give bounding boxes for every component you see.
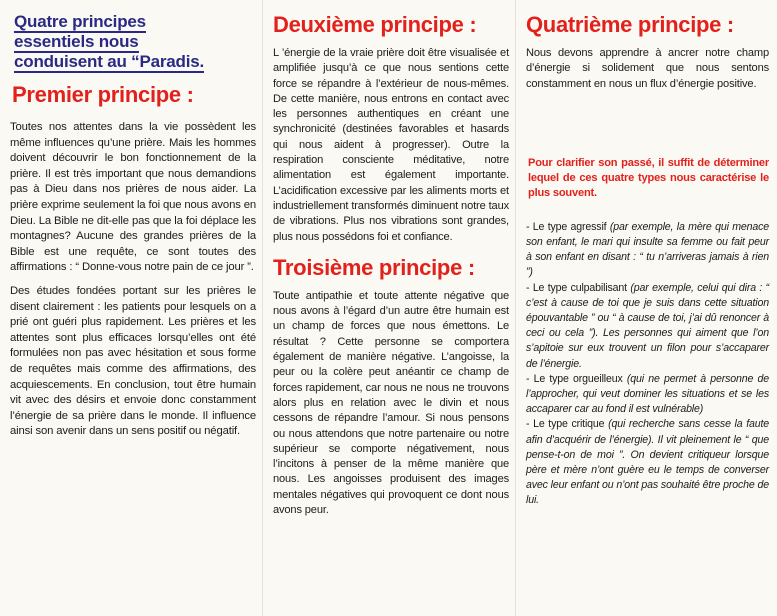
type-item-guilt — [526, 281, 769, 372]
principle-4-paragraph: Nous devons apprendre à ancrer notre champ d’énergie si solidement que nous sentons constamment en nous un flux d’énergie positive. — [526, 47, 769, 90]
principle-1-paragraph-1: Toutes nos attentes dans la vie possèdent les même influences qu’une prière. Mais les hommes doivent découvrir le bon fonctionnement de la prière. Il est très important que nous demandions pas à Dieu dans nos prières de nous aider. La prière exprime seulement la foi que nous avons en Dieu. La Bible ne dit-elle pas que la foi déplace les montagnes? Aucune des grandes prières de la Bible est une requête, ce sont toutes des affirmations : “ Donne-vous notre pain de ce jour ”. — [10, 121, 256, 274]
principle-2-paragraph: L ’énergie de la vraie prière doit être visualisée et amplifiée jusqu’à ce que nous sentions cette force se répandre à l’extérieur de nous-mêmes. De cette manière, nous entrons en contact avec les personnes authentiques en créant une synchronicité (destinées favorables et hasards qui nous aident à progresser). Outre la respiration consciente méditative, notre alimentation est également importante. L’acidification excessive par les aliments morts et industriellement transformés diminuent notre taux de vibrations. Plus nos vibrations sont grandes, plus nous possédons foi et confiance. — [273, 47, 509, 243]
column-left — [0, 0, 262, 616]
type-item-proud — [526, 372, 769, 418]
type-text: (qui ne permet à personne de l’approcher, qui veut dominer les situations et se les accaparer car au fond il est vulnérable) — [526, 372, 769, 416]
type-text: (par exemple, la mère qui menace son enfant, le mari qui insulte sa femme ou fait peur à son enfant en disant : “ tu n’arriveras jamais à rien ”) — [526, 220, 770, 279]
title-line-1: Quatre principes — [14, 12, 146, 31]
title-line-3: conduisent au “Paradis. — [14, 52, 205, 71]
principle-3-paragraph: Toute antipathie et toute attente négative que nous avons à l’égard d’un autre être humain est un champ de forces que nous émettons. Le résultat ? Cette personne se comportera également de manière négative. L’angoisse, la peur ou la colère peut anéantir ce champ de forces rapidement, car nous ne nous ne trouvons alors plus en relation avec le divin et nous cessons de répandre l’amour. Si nous pensons ou nous attendons que notre partenaire ou notre supérieur se comporte négativement, nous l’incitons à penser de la même manière que nous. Les angoisses produisent des images mentales négatives qui provoquent ce dont nous avons peur. — [273, 289, 509, 517]
type-lead: - Le type agressif — [526, 220, 607, 233]
principle-1-paragraph-2: Des études fondées portant sur les prières le disent clairement : les patients pour lesquels on a prié ont guéri plus rapidement. Les prières et les attentes sont plus efficaces lorsqu’elles ont été formulées non pas avec hésitation et sous forme de requêtes mais comme des affirmations, des acquiescements. En conclusion, tout être humain vit avec des désirs et envoie donc constamment l’énergie de sa prière dans le monde. Il influence ainsi son avenir dans un sens positif ou négatif. — [10, 284, 256, 438]
principle-3-heading: Troisième principe : — [273, 254, 475, 280]
type-item-critic — [526, 417, 769, 508]
type-lead: - Le type orgueilleux — [526, 372, 623, 385]
principle-4-heading: Quatrième principe : — [526, 12, 734, 37]
type-text: (qui recherche sans cesse la faute afin d’acquérir de l’énergie). Il vit pleinement le “ que pense-t-on de moi ”. On devient critiqueur lorsque père et mère n’ont guère eu le temps de converser avec leur enfant ou n’ont pas souhaité être proche de lui. — [526, 418, 769, 507]
column-middle — [262, 0, 515, 616]
article-title — [14, 12, 256, 72]
principle-1-heading: Premier principe : — [12, 82, 194, 107]
type-text: (par exemple, celui qui dira : “ c’est à cause de toi que je suis dans cette situation épouvantable ” ou “ à cause de toi, j’ai dû renoncer à ceci ou cela ”). Les personnes qui aiment que l’on s’apitoie sur eux trouvent un filon pour s’accaparer de l’énergie. — [526, 281, 769, 370]
title-line-2: essentiels nous — [14, 32, 139, 51]
type-lead: - Le type culpabilisant — [526, 281, 627, 294]
clarify-text: Pour clarifier son passé, il suffit de déterminer lequel de ces quatre types nous caractérise le plus souvent. — [528, 156, 769, 200]
principle-2-heading: Deuxième principe : — [273, 12, 477, 37]
type-lead: - Le type critique — [526, 418, 605, 431]
type-item-aggressive — [526, 220, 769, 281]
column-right — [515, 0, 777, 616]
